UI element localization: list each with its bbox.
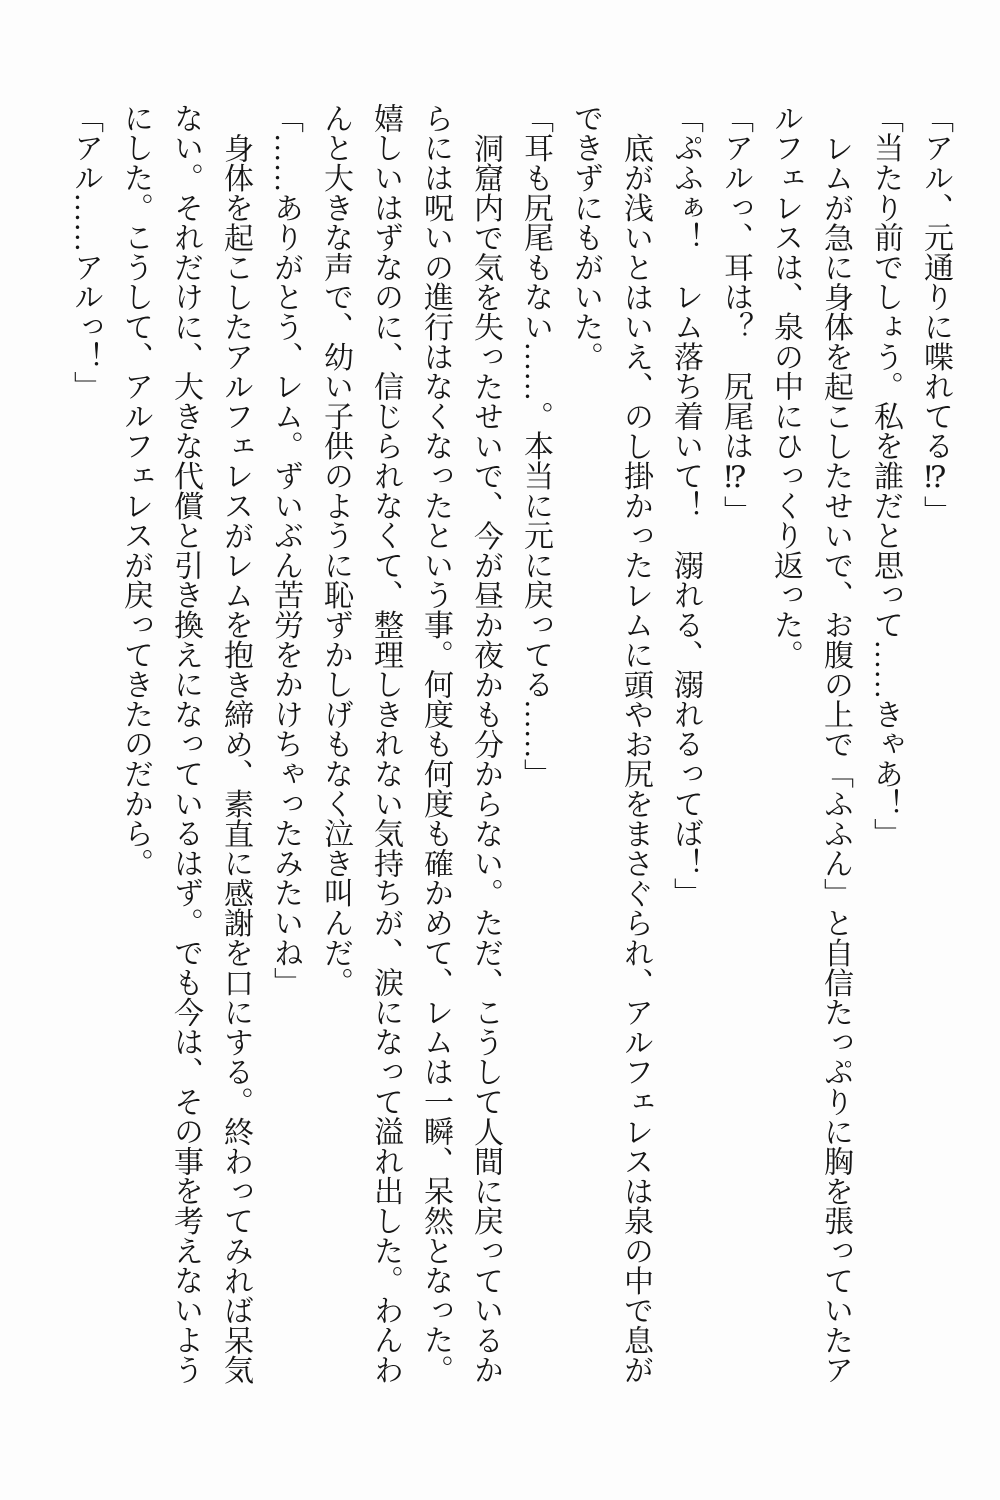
vertical-text-block [60, 103, 960, 1395]
paragraph-11: 身体を起こしたアルフェレスがレムを抱き締め、素直に感謝を口にする。終わってみれば呆気ない。それだけに、大きな代償と引き換えになっているはず。でも今は、その事を考えないようにした。こうして、アルフェレスが戻ってきたのだから。 [119, 103, 252, 1385]
paragraph-10: 「……ありがとう、レム。ずいぶん苦労をかけちゃったみたいね」 [269, 103, 302, 998]
paragraph-2: 「当たり前でしょう。私を誰だと思って……きゃあ！」 [869, 103, 902, 848]
paragraph-12: 「アル……アルっ！」 [69, 103, 102, 402]
paragraph-6: 底が浅いとはいえ、のし掛かったレムに頭やお尻をまさぐられ、アルフェレスは泉の中で息ができずにもがいた。 [569, 103, 652, 1385]
paragraph-3: レムが急に身体を起こしたせいで、お腹の上で「ふふん」と自信たっぷりに胸を張っていたアルフェレスは、泉の中にひっくり返った。 [769, 103, 852, 1385]
paragraph-8: 洞窟内で気を失ったせいで、今が昼か夜かも分からない。ただ、こうして人間に戻っているからには呪いの進行はなくなったという事。何度も何度も確かめて、レムは一瞬、呆然となった。 [419, 103, 502, 1385]
paragraph-7: 「耳も尻尾もない……。本当に元に戻ってる……」 [519, 103, 552, 789]
paragraph-4: 「アルっ、耳は？ 尻尾は⁉」 [719, 103, 752, 526]
paragraph-5: 「ぷふぁ！ レム落ち着いて！ 溺れる、溺れるってば！」 [669, 103, 702, 908]
paragraph-9: 嬉しいはずなのに、信じられなくて、整理しきれない気持ちが、涙になって溢れ出した。わんわんと大きな声で、幼い子供のように恥ずかしげもなく泣き叫んだ。 [319, 103, 402, 1385]
paragraph-1: 「アル、元通りに喋れてる⁉」 [919, 103, 952, 526]
